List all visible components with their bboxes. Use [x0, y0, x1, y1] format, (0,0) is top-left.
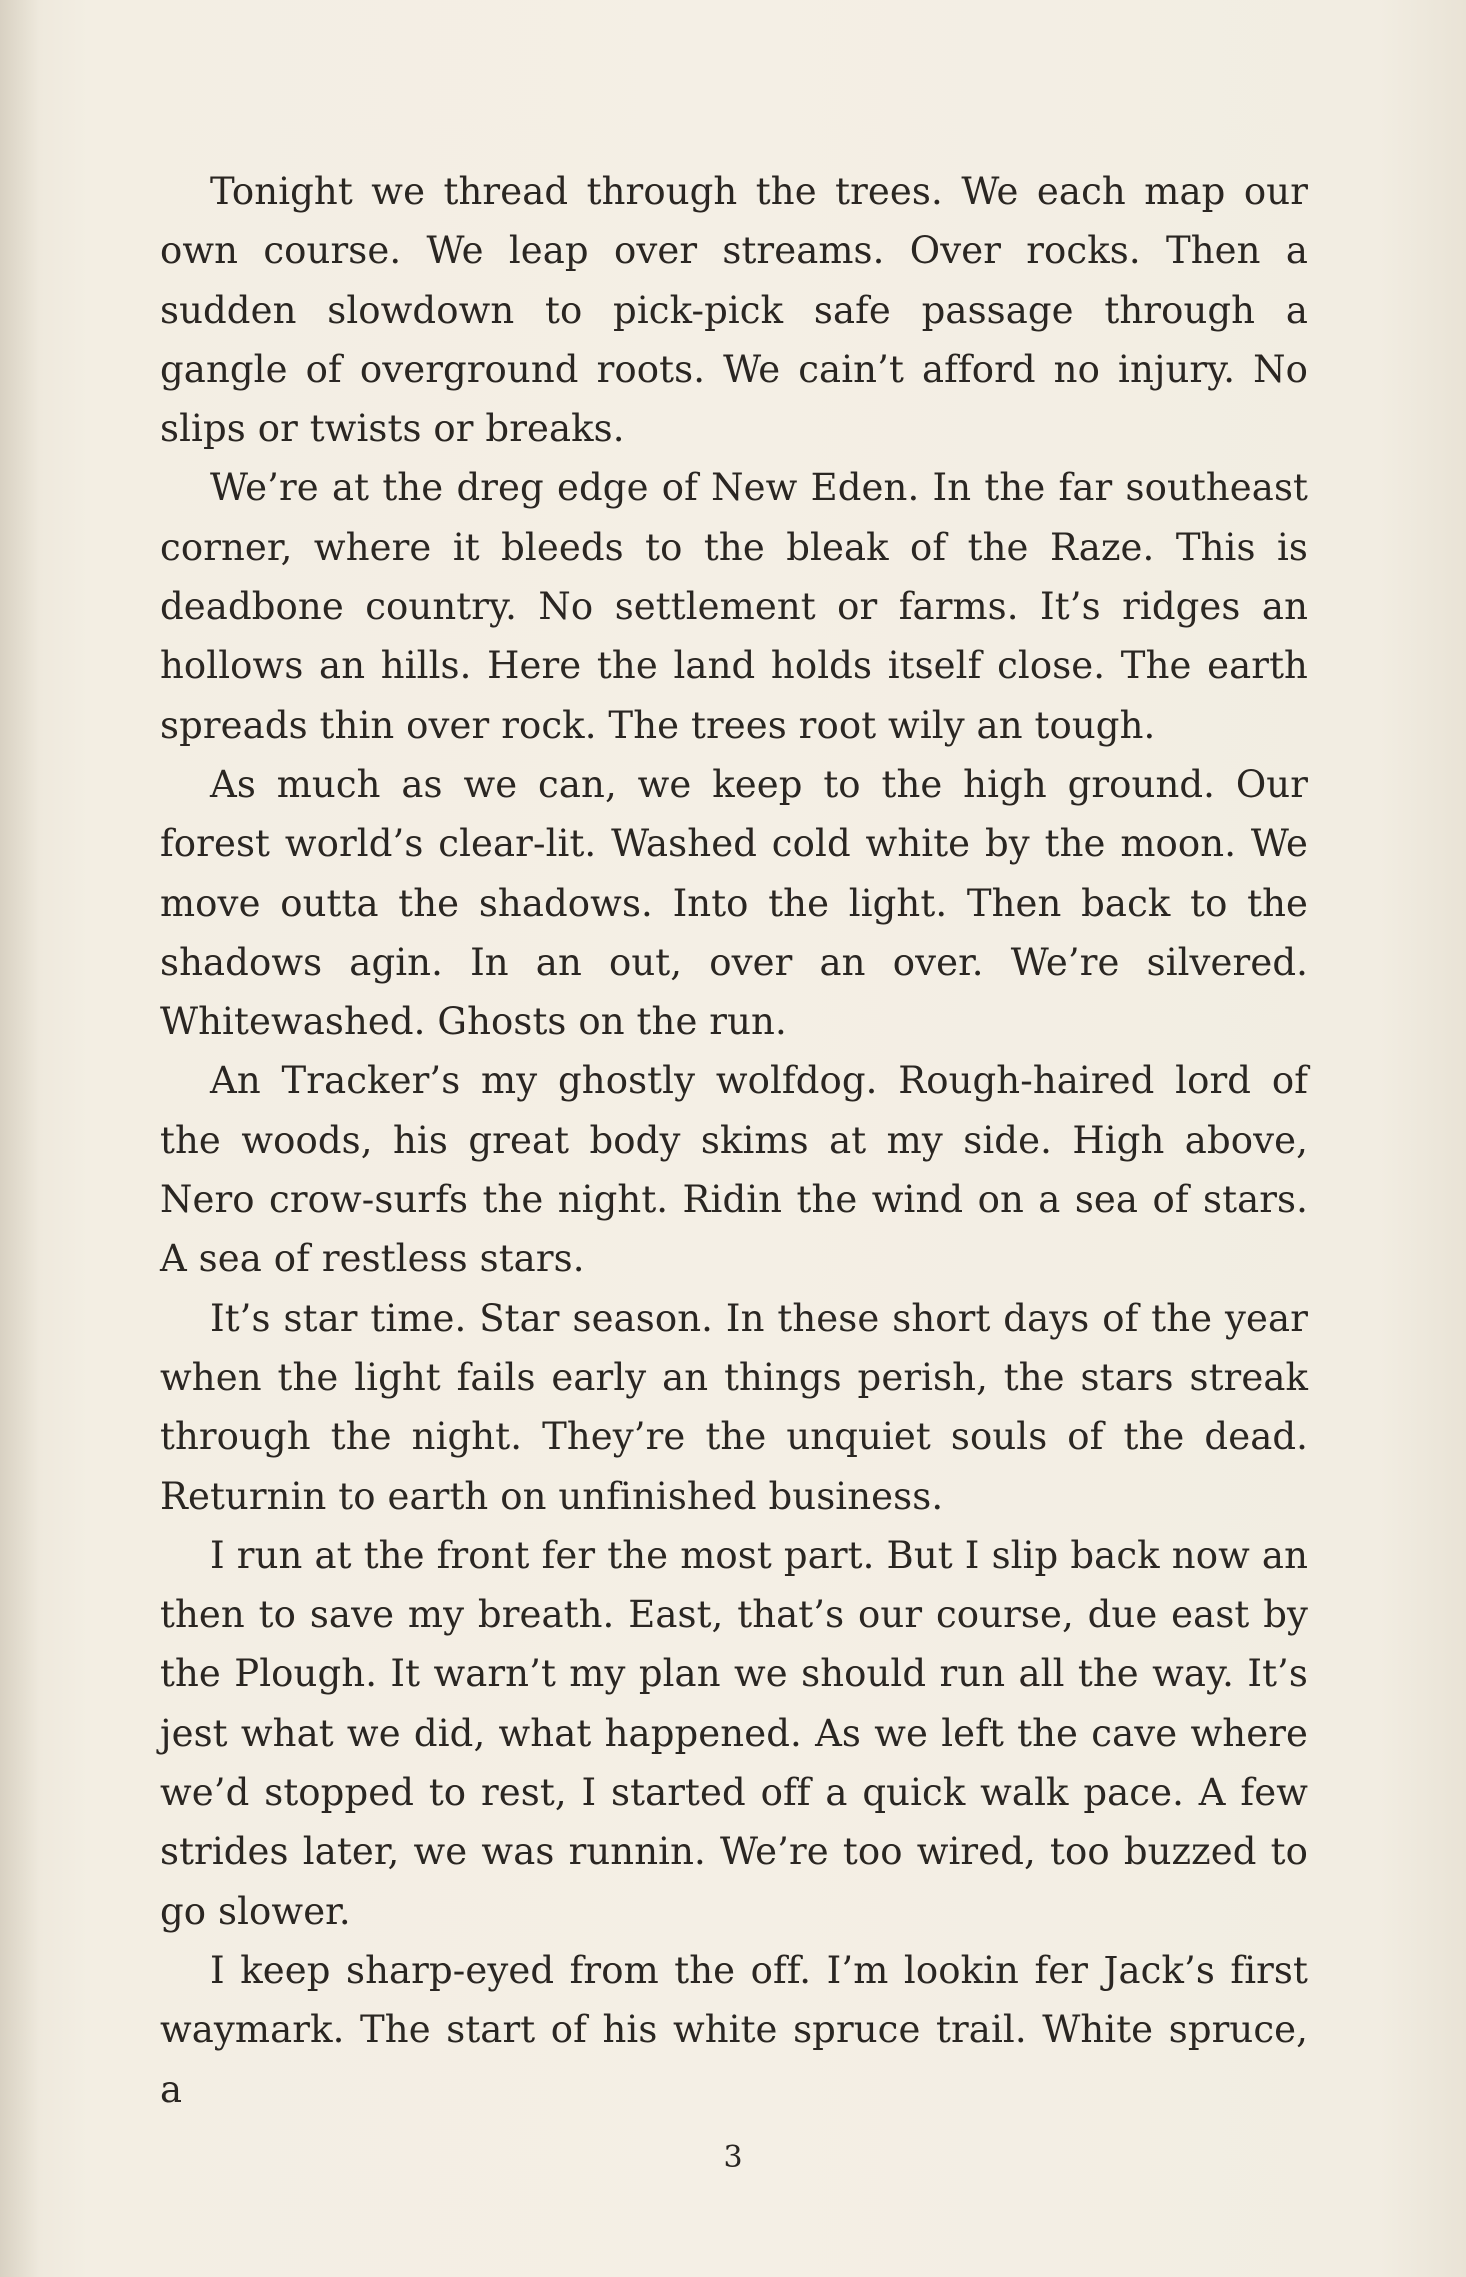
paragraph: I keep sharp-eyed from the off. I’m lookin fer Jack’s first waymark. The start of his white spruce trail. White spruce, a	[160, 1948, 1308, 2111]
paragraph: As much as we can, we keep to the high ground. Our forest world’s clear-lit. Washed cold white by the moon. We move outta the shadows. Into the light. Then back to the shadows agin. In an out, over an over. We’re silvered. Whitewashed. Ghosts on the run.	[160, 762, 1308, 1044]
page-gutter-shadow	[0, 0, 40, 2277]
paragraph: Tonight we thread through the trees. We each map our own course. We leap over streams. Over rocks. Then a sudden slowdown to pick-pick safe passage through a gangle of overground roots. We cain’t afford no injury. No slips or twists or breaks.	[160, 170, 1308, 451]
paragraph: We’re at the dreg edge of New Eden. In the far southeast corner, where it bleeds to the bleak of the Raze. This is deadbone country. No settlement or farms. It’s ridges an hollows an hills. Here the land holds itself close. The earth spreads thin over rock. The trees root wily an tough.	[160, 466, 1308, 747]
paragraph: It’s star time. Star season. In these short days of the year when the light fails early an things perish, the stars streak through the night. They’re the unquiet souls of the dead. Returnin to earth on unfinished business.	[160, 1296, 1308, 1518]
paragraph: An Tracker’s my ghostly wolfdog. Rough-haired lord of the woods, his great body skims at my side. High above, Nero crow-surfs the night. Ridin the wind on a sea of stars. A sea of restless stars.	[160, 1059, 1308, 1281]
page-number: 3	[723, 2140, 743, 2175]
body-text	[160, 162, 1308, 2119]
paragraph: I run at the front fer the most part. But I slip back now an then to save my breath. East, that’s our course, due east by the Plough. It warn’t my plan we should run all the way. It’s jest what we did, what happened. As we left the cave where we’d stopped to rest, I started off a quick walk pace. A few strides later, we was runnin. We’re too wired, too buzzed to go slower.	[160, 1533, 1308, 1933]
